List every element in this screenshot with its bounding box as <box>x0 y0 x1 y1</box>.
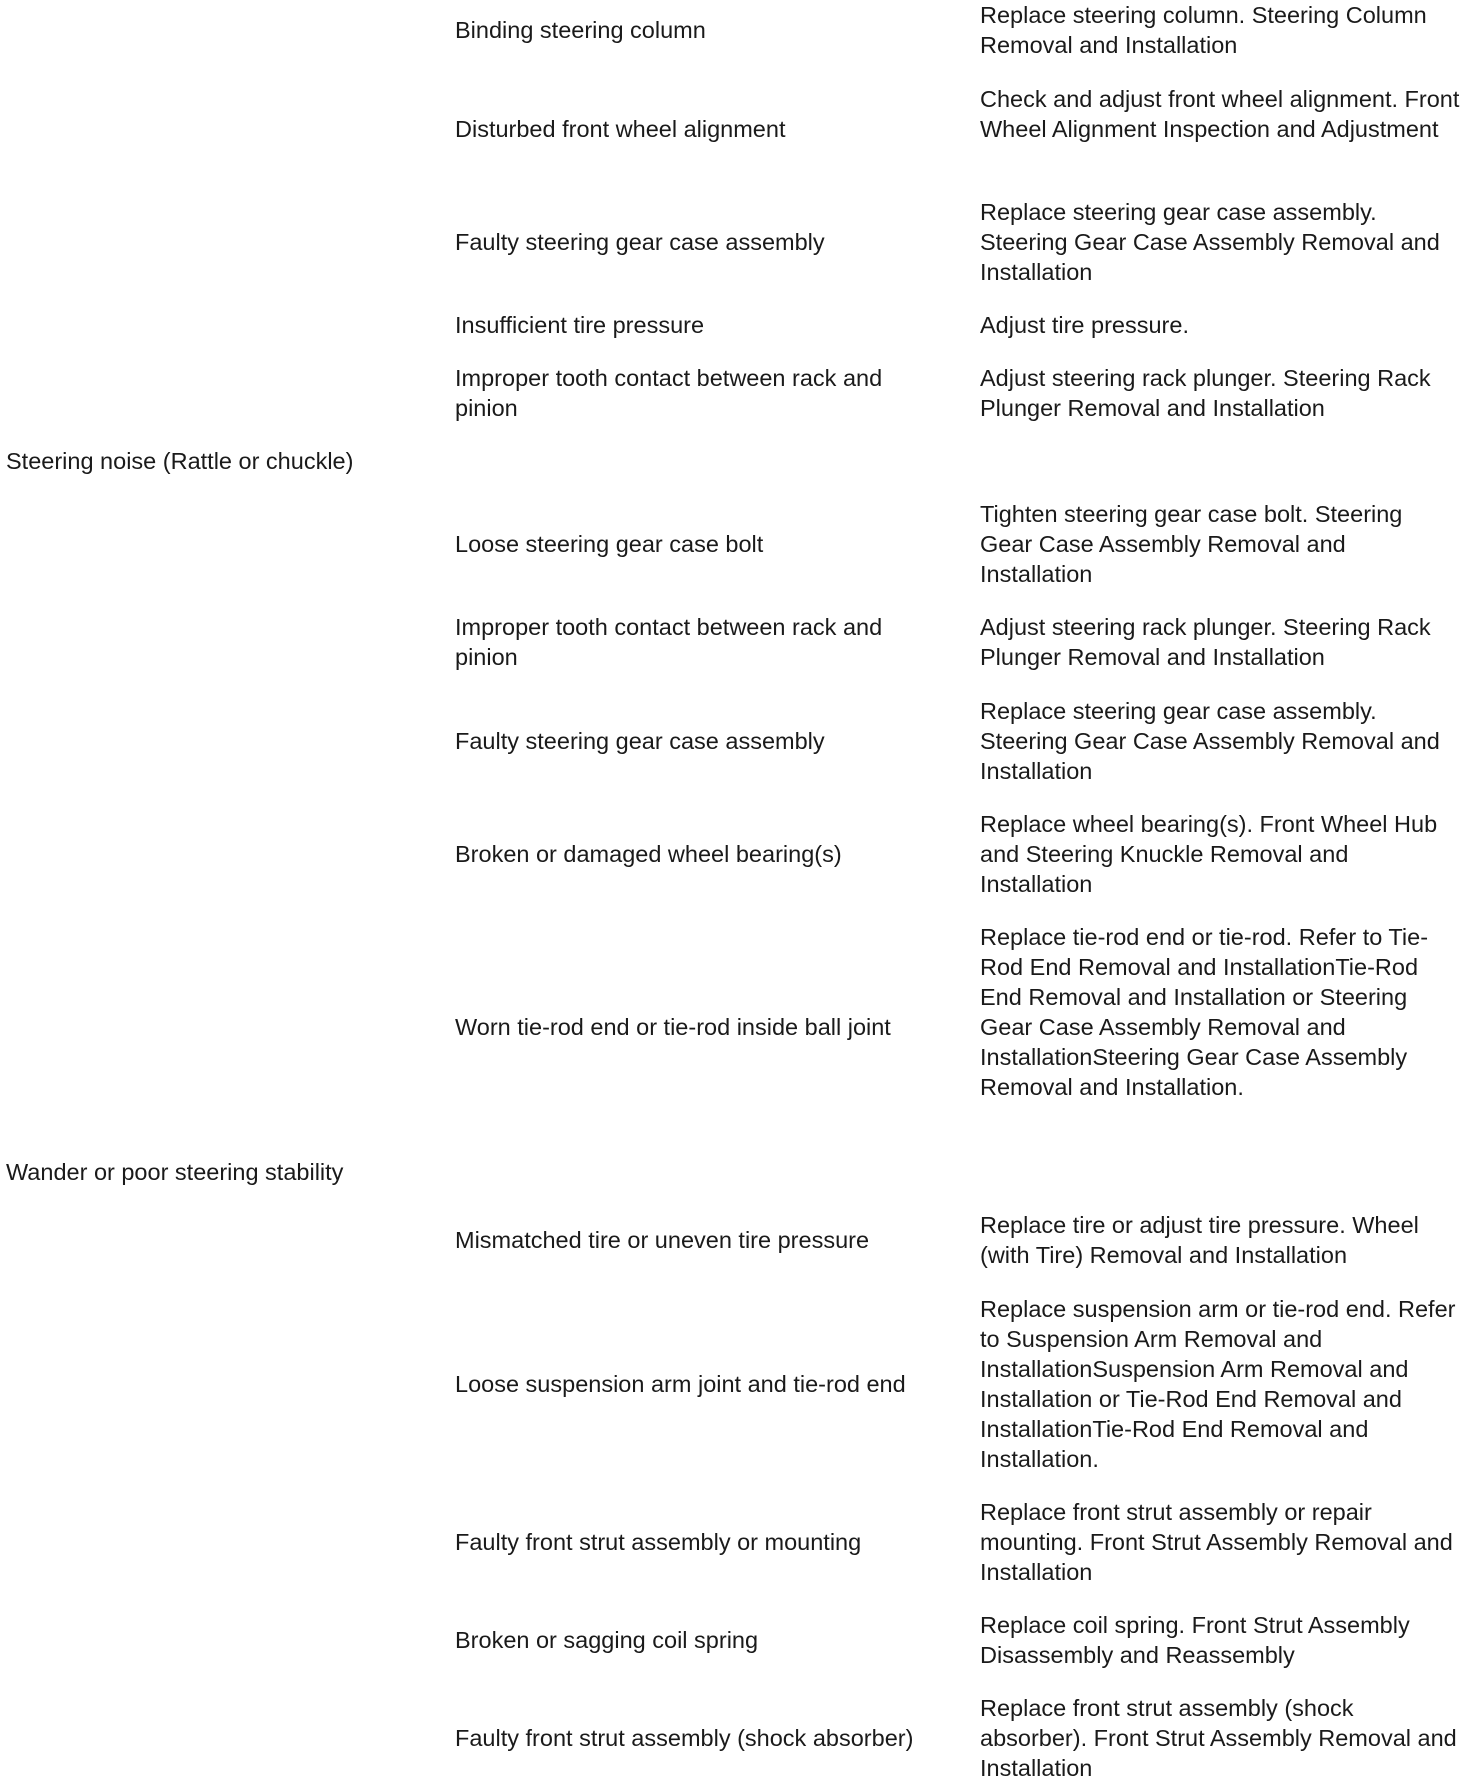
table-row <box>0 1610 1472 1670</box>
remedy-cell <box>980 197 1460 287</box>
cause-cell <box>455 310 935 340</box>
table-row <box>0 1294 1472 1474</box>
table-row <box>0 696 1472 786</box>
remedy-cell <box>980 1210 1460 1270</box>
cause-cell <box>455 363 935 423</box>
remedy-text: Adjust steering rack plunger. Steering Rack Plunger Removal and Installation <box>980 365 1431 421</box>
remedy-text: Replace wheel bearing(s). Front Wheel Hub and Steering Knuckle Removal and Installation <box>980 811 1438 897</box>
remedy-text: Replace front strut assembly or repair mounting. Front Strut Assembly Removal and Installation <box>980 1499 1453 1585</box>
symptom-text: Wander or poor steering stability <box>6 1159 344 1185</box>
remedy-text: Replace suspension arm or tie-rod end. Refer to Suspension Arm Removal and InstallationSuspension Arm Removal and Installation or Tie-Rod End Removal and InstallationTie-Rod End Removal and Installation. <box>980 1296 1456 1472</box>
cause-cell <box>455 1294 935 1474</box>
remedy-text: Replace steering column. Steering Column Removal and Installation <box>980 2 1427 58</box>
cause-cell <box>455 1610 935 1670</box>
table-row <box>0 1210 1472 1270</box>
cause-text: Faulty steering gear case assembly <box>455 728 825 754</box>
symptom-text: Steering noise (Rattle or chuckle) <box>6 448 354 474</box>
table-row <box>0 84 1472 174</box>
remedy-cell <box>980 84 1460 144</box>
remedy-cell <box>980 1610 1460 1670</box>
cause-text: Worn tie-rod end or tie-rod inside ball joint <box>455 1014 891 1040</box>
remedy-text: Replace front strut assembly (shock absorber). Front Strut Assembly Removal and Installation <box>980 1695 1457 1781</box>
cause-text: Improper tooth contact between rack and pinion <box>455 365 883 421</box>
remedy-text: Adjust tire pressure. <box>980 312 1189 338</box>
cause-cell <box>455 84 935 174</box>
remedy-cell <box>980 0 1460 60</box>
cause-cell <box>455 499 935 589</box>
table-row <box>0 310 1472 340</box>
cause-text: Broken or sagging coil spring <box>455 1627 759 1653</box>
remedy-cell <box>980 310 1460 340</box>
table-row <box>0 197 1472 287</box>
cause-cell <box>455 612 935 672</box>
cause-text: Faulty front strut assembly or mounting <box>455 1529 862 1555</box>
cause-text: Faulty steering gear case assembly <box>455 229 825 255</box>
cause-text: Loose steering gear case bolt <box>455 531 764 557</box>
table-row <box>0 922 1472 1132</box>
cause-text: Mismatched tire or uneven tire pressure <box>455 1227 870 1253</box>
cause-text: Binding steering column <box>455 17 706 43</box>
remedy-cell <box>980 1693 1460 1783</box>
table-row <box>0 363 1472 423</box>
cause-text: Disturbed front wheel alignment <box>455 116 786 142</box>
cause-cell <box>455 1210 935 1270</box>
remedy-cell <box>980 363 1460 423</box>
symptom-heading <box>6 1157 446 1187</box>
cause-text: Faulty front strut assembly (shock absorber) <box>455 1725 914 1751</box>
remedy-text: Adjust steering rack plunger. Steering Rack Plunger Removal and Installation <box>980 614 1431 670</box>
table-row <box>0 0 1472 60</box>
remedy-text: Tighten steering gear case bolt. Steering Gear Case Assembly Removal and Installation <box>980 501 1403 587</box>
cause-cell <box>455 922 935 1132</box>
remedy-text: Replace tie-rod end or tie-rod. Refer to Tie-Rod End Removal and InstallationTie-Rod End Removal and Installation or Steering Gear Case Assembly Removal and InstallationSteering Gear Case Assembly Removal and Installation. <box>980 924 1429 1100</box>
cause-cell <box>455 1693 935 1783</box>
remedy-cell <box>980 809 1460 899</box>
remedy-cell <box>980 612 1460 672</box>
cause-cell <box>455 809 935 899</box>
cause-text: Broken or damaged wheel bearing(s) <box>455 841 842 867</box>
cause-text: Improper tooth contact between rack and pinion <box>455 614 883 670</box>
cause-cell <box>455 197 935 287</box>
table-row <box>0 809 1472 899</box>
remedy-cell <box>980 696 1460 786</box>
remedy-text: Replace coil spring. Front Strut Assembly Disassembly and Reassembly <box>980 1612 1410 1668</box>
cause-cell <box>455 0 935 60</box>
remedy-text: Check and adjust front wheel alignment. Front Wheel Alignment Inspection and Adjustment <box>980 86 1460 142</box>
remedy-text: Replace steering gear case assembly. Steering Gear Case Assembly Removal and Installation <box>980 199 1440 285</box>
cause-cell <box>455 696 935 786</box>
remedy-text: Replace steering gear case assembly. Steering Gear Case Assembly Removal and Installation <box>980 698 1440 784</box>
symptom-heading <box>6 446 446 476</box>
remedy-text: Replace tire or adjust tire pressure. Wheel (with Tire) Removal and Installation <box>980 1212 1419 1268</box>
cause-text: Insufficient tire pressure <box>455 312 705 338</box>
table-row <box>0 499 1472 589</box>
table-row <box>0 612 1472 672</box>
cause-text: Loose suspension arm joint and tie-rod end <box>455 1371 906 1397</box>
remedy-cell <box>980 922 1460 1102</box>
remedy-cell <box>980 1294 1460 1474</box>
table-row <box>0 1497 1472 1587</box>
remedy-cell <box>980 1497 1460 1587</box>
remedy-cell <box>980 499 1460 589</box>
cause-cell <box>455 1497 935 1587</box>
table-row <box>0 1693 1472 1783</box>
